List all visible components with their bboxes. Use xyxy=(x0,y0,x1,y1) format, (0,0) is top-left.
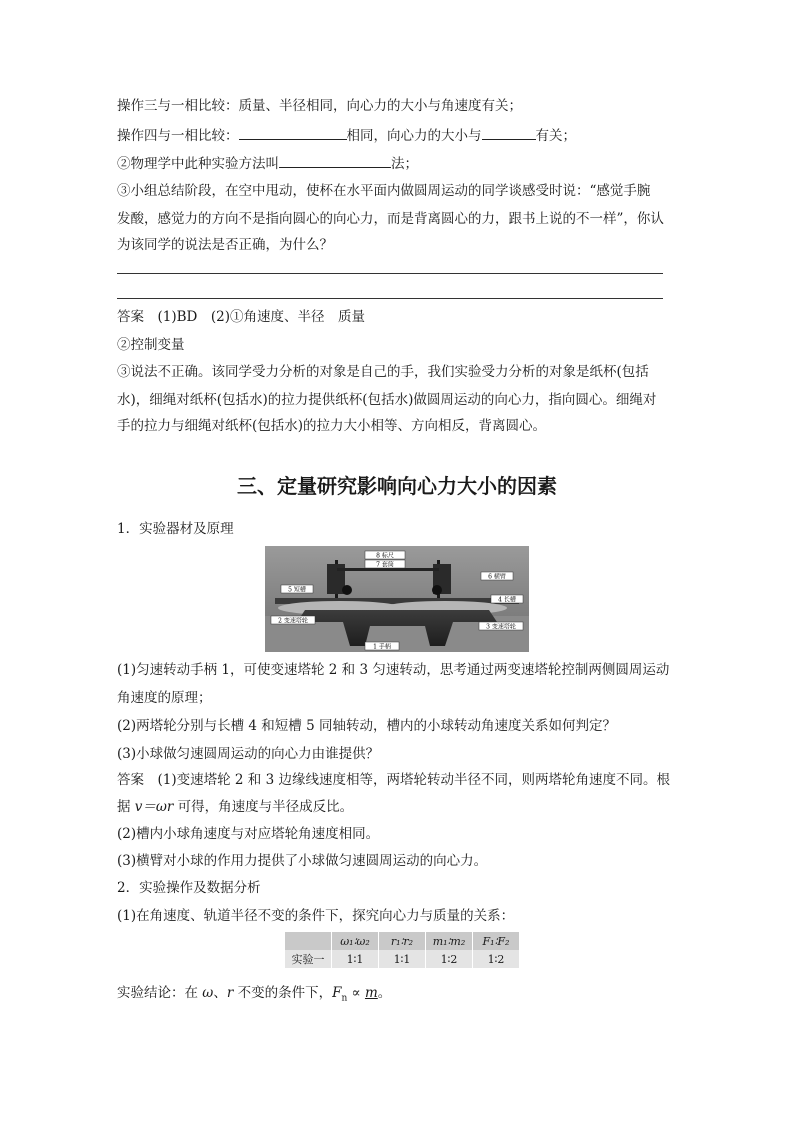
label-speed-wheel-2: 2 变速塔轮 xyxy=(278,617,308,625)
question-2: (2)两塔轮分别与长槽 4 和短槽 5 同轴转动，槽内的小球转动角速度关系如何判定？ xyxy=(117,718,616,734)
conclusion-end: 。 xyxy=(377,985,392,1001)
label-ruler: 8 标尺 xyxy=(376,552,394,560)
q2-text-a: ②物理学中此种实验方法叫 xyxy=(117,156,279,172)
answer-blank[interactable] xyxy=(482,125,536,140)
table-header-cell: r₁∶r₂ xyxy=(379,932,426,950)
label-sleeve: 7 套筒 xyxy=(376,561,394,569)
answer-line-2: ②控制变量 xyxy=(117,337,185,353)
question-method-line xyxy=(117,153,418,174)
table-header-row xyxy=(285,932,520,950)
table-cell: 1∶1 xyxy=(379,950,426,968)
operation-four-line xyxy=(117,125,576,146)
label-short-groove: 5 短槽 xyxy=(288,586,306,594)
subsection-1-title: 1．实验器材及原理 xyxy=(117,521,234,537)
label-long-groove: 4 长槽 xyxy=(498,596,516,604)
table-row-label: 实验一 xyxy=(285,950,332,968)
section-title: 三、定量研究影响向心力大小的因素 xyxy=(237,474,557,498)
answer-line-3c: 手的拉力与细绳对纸杯(包括水)的拉力大小相等、方向相反，背离圆心。 xyxy=(117,418,547,434)
question-3: (3)小球做匀速圆周运动的向心力由谁提供？ xyxy=(117,746,380,762)
answer-line-3b: 水)，细绳对纸杯(包括水)的拉力提供纸杯(包括水)做圆周运动的向心力，指向圆心。细绳对 xyxy=(117,392,657,408)
answer2-line-3: (2)槽内小球角速度与对应塔轮角速度相同。 xyxy=(117,826,380,842)
condition-1: (1)在角速度、轨道半径不变的条件下，探究向心力与质量的关系： xyxy=(117,908,515,924)
label-speed-wheel-3: 3 变速塔轮 xyxy=(486,623,516,631)
conclusion-text: 不变的条件下， xyxy=(233,985,333,1001)
answer2-line-2 xyxy=(117,797,353,817)
table-cell: 1∶2 xyxy=(426,950,473,968)
table-cell: 1∶2 xyxy=(473,950,520,968)
answer-blank[interactable] xyxy=(239,125,347,140)
question-1-line-2: 角速度的原理； xyxy=(117,690,212,706)
experiment-conclusion xyxy=(117,983,391,1009)
q3-line-3: 为该同学的说法是否正确，为什么？ xyxy=(117,237,333,253)
answer-rule-line[interactable] xyxy=(117,298,663,299)
q3-line-2: 发酸，感觉力的方向不是指向圆心的向心力，而是背离圆心的力，跟书上说的不一样”，你认 xyxy=(117,211,664,227)
apparatus-photo xyxy=(265,546,529,652)
conclusion-text: 实验结论：在 xyxy=(117,985,203,1001)
table-row xyxy=(285,950,520,968)
table-cell: 1∶1 xyxy=(332,950,379,968)
q3-line-1: ③小组总结阶段，在空中甩动，使杯在水平面内做圆周运动的同学谈感受时说：“感觉手腕 xyxy=(117,183,651,199)
op4-text-c: 有关； xyxy=(535,128,576,144)
op4-text-b: 相同，向心力的大小与 xyxy=(346,128,482,144)
formula-v-omega-r: v＝ωr xyxy=(134,799,174,815)
table-header-cell: ω₁∶ω₂ xyxy=(332,932,379,950)
symbol-mass-answer: m xyxy=(364,985,378,1001)
ratio-table xyxy=(285,932,520,968)
answer-line-1: 答案 (1)BD (2)①角速度、半径 质量 xyxy=(117,309,365,325)
question-1-line-1: (1)匀速转动手柄 1，可使变速塔轮 2 和 3 匀速转动，思考通过两变速塔轮控制两侧圆周运动 xyxy=(117,662,670,678)
proportional-symbol: ∝ xyxy=(347,985,365,1001)
symbol-force: F xyxy=(332,985,342,1001)
operation-three-line: 操作三与一相比较：质量、半径相同，向心力的大小与角速度有关； xyxy=(117,98,522,114)
subsection-2-title: 2．实验操作及数据分析 xyxy=(117,880,261,896)
label-handle: 1 手柄 xyxy=(373,643,391,651)
q2-text-b: 法； xyxy=(391,156,418,172)
answer-rule-line[interactable] xyxy=(117,273,663,274)
symbol-r: r xyxy=(226,985,234,1001)
answer-line-3a: ③说法不正确。该同学受力分析的对象是自己的手，我们实验受力分析的对象是纸杯(包括 xyxy=(117,364,649,380)
table-header-cell: F₁∶F₂ xyxy=(473,932,520,950)
symbol-omega: ω xyxy=(202,985,214,1001)
op4-text-a: 操作四与一相比较： xyxy=(117,128,239,144)
answer2-line-1: 答案 (1)变速塔轮 2 和 3 边缘线速度相等，两塔轮转动半径不同，则两塔轮角速度不同。根 xyxy=(117,772,670,788)
conclusion-text: 、 xyxy=(213,985,227,1001)
answer2-text-c: 可得，角速度与半径成反比。 xyxy=(173,799,354,815)
answer2-line-4: (3)横臂对小球的作用力提供了小球做匀速圆周运动的向心力。 xyxy=(117,853,488,869)
table-header-cell: m₁∶m₂ xyxy=(426,932,473,950)
answer2-text-a: 据 xyxy=(117,799,135,815)
table-header-cell xyxy=(285,932,332,950)
answer-blank[interactable] xyxy=(279,153,391,168)
label-cross-arm: 6 横臂 xyxy=(488,573,506,581)
force-subscript: n xyxy=(341,993,348,1004)
